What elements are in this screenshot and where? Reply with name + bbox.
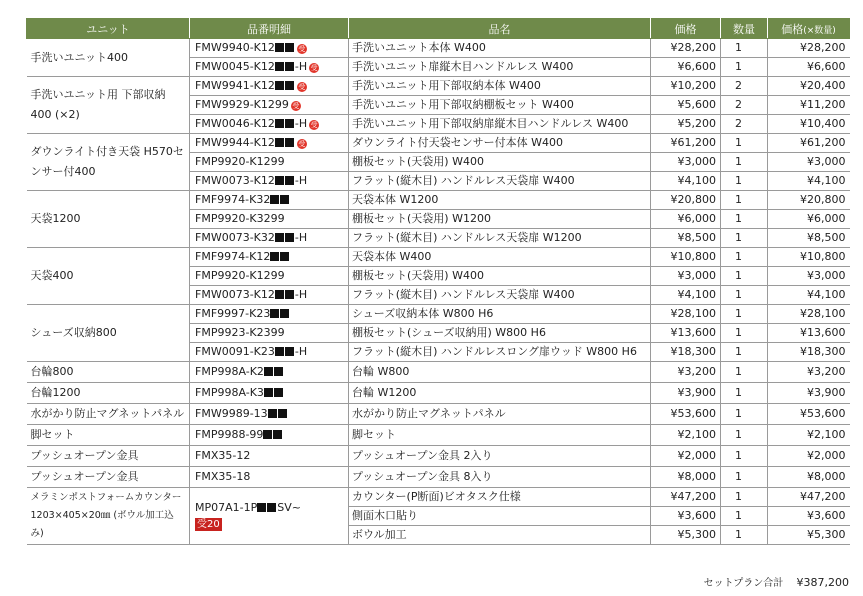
table-body — [27, 39, 850, 545]
quantity-cell: 1 — [721, 467, 768, 488]
product-name-cell: シューズ収納本体 W800 H6 — [349, 305, 651, 324]
part-number-text: FMX35-12 — [195, 449, 251, 462]
line-total-cell: ¥3,000 — [768, 153, 850, 172]
line-total-cell: ¥8,500 — [768, 229, 850, 248]
line-total-cell: ¥10,800 — [768, 248, 850, 267]
line-total-cell: ¥5,300 — [768, 526, 850, 545]
unit-price-cell: ¥3,200 — [651, 362, 721, 383]
part-number-text: FMX35-18 — [195, 470, 251, 483]
color-code-placeholder-box — [275, 233, 284, 242]
color-code-placeholder-box — [275, 138, 284, 147]
unit-name-cell: 天袋400 — [27, 248, 190, 305]
quantity-cell: 1 — [721, 191, 768, 210]
part-number-text: FMW0073-K12 — [195, 288, 275, 301]
part-number-cell — [190, 488, 349, 545]
made-to-order-badge-icon: 受 — [292, 102, 300, 110]
quantity-cell: 2 — [721, 115, 768, 134]
price-table-container — [26, 18, 849, 589]
unit-price-cell: ¥2,100 — [651, 425, 721, 446]
table-row — [27, 467, 850, 488]
part-number-cell — [190, 134, 349, 153]
part-number-cell — [190, 404, 349, 425]
table-row — [27, 425, 850, 446]
color-code-placeholder-box — [285, 62, 294, 71]
line-total-cell: ¥20,400 — [768, 77, 850, 96]
unit-name-cell: プッシュオープン金具 — [27, 446, 190, 467]
part-number-text: FMW9944-K12 — [195, 136, 275, 149]
header-product-name: 品名 — [349, 19, 651, 39]
unit-price-cell: ¥4,100 — [651, 172, 721, 191]
product-name-cell: プッシュオープン金具 8入り — [349, 467, 651, 488]
quantity-cell: 1 — [721, 507, 768, 526]
product-name-cell: 水がかり防止マグネットパネル — [349, 404, 651, 425]
set-plan-total-value: ¥387,200 — [796, 576, 849, 589]
unit-price-cell: ¥47,200 — [651, 488, 721, 507]
part-number-text: FMP9920-K3299 — [195, 212, 285, 225]
product-name-cell: 手洗いユニット扉縦木目ハンドルレス W400 — [349, 58, 651, 77]
price-table — [26, 18, 850, 545]
part-number-text: FMF9974-K32 — [195, 193, 271, 206]
product-name-cell: 手洗いユニット本体 W400 — [349, 39, 651, 58]
part-number-cell — [190, 210, 349, 229]
line-total-cell: ¥53,600 — [768, 404, 850, 425]
part-number-cell — [190, 77, 349, 96]
unit-name-cell: 手洗いユニット400 — [27, 39, 190, 77]
part-number-text: FMW0045-K12 — [195, 60, 275, 73]
part-number-text: FMW9940-K12 — [195, 41, 275, 54]
line-total-cell: ¥6,600 — [768, 58, 850, 77]
part-number-suffix: -H — [294, 345, 308, 358]
product-name-cell: 手洗いユニット用下部収納本体 W400 — [349, 77, 651, 96]
part-number-cell — [190, 191, 349, 210]
unit-price-cell: ¥10,200 — [651, 77, 721, 96]
table-row — [27, 39, 850, 58]
line-total-cell: ¥3,200 — [768, 362, 850, 383]
color-code-placeholder-box — [264, 388, 273, 397]
part-number-cell — [190, 343, 349, 362]
part-number-text: FMW0073-K12 — [195, 174, 275, 187]
quantity-cell: 1 — [721, 153, 768, 172]
header-quantity: 数量 — [721, 19, 768, 39]
color-code-placeholder-box — [280, 195, 289, 204]
quantity-cell: 1 — [721, 343, 768, 362]
color-code-placeholder-box — [275, 62, 284, 71]
unit-price-cell: ¥53,600 — [651, 404, 721, 425]
quantity-cell: 1 — [721, 267, 768, 286]
table-row — [27, 404, 850, 425]
quantity-cell: 1 — [721, 425, 768, 446]
color-code-placeholder-box — [267, 503, 276, 512]
line-total-cell: ¥11,200 — [768, 96, 850, 115]
color-code-placeholder-box — [275, 43, 284, 52]
color-code-placeholder-box — [278, 409, 287, 418]
product-name-cell: プッシュオープン金具 2入り — [349, 446, 651, 467]
header-qty-suffix: (×数量) — [803, 25, 836, 36]
color-code-placeholder-box — [273, 430, 282, 439]
unit-price-cell: ¥28,100 — [651, 305, 721, 324]
part-number-text: FMW0046-K12 — [195, 117, 275, 130]
line-total-cell: ¥3,600 — [768, 507, 850, 526]
part-number-text: MP07A1-1P — [195, 501, 258, 514]
unit-price-cell: ¥6,600 — [651, 58, 721, 77]
part-number-suffix: -H — [294, 60, 308, 73]
part-number-cell — [190, 39, 349, 58]
quantity-cell: 2 — [721, 77, 768, 96]
unit-name-cell: 台輪800 — [27, 362, 190, 383]
color-code-placeholder-box — [270, 309, 279, 318]
quantity-cell: 1 — [721, 446, 768, 467]
color-code-placeholder-box — [274, 388, 283, 397]
table-row — [27, 362, 850, 383]
part-number-text: FMW9941-K12 — [195, 79, 275, 92]
product-name-cell: カウンター(P断面)ビオタスク仕様 — [349, 488, 651, 507]
part-number-cell — [190, 115, 349, 134]
set-plan-total — [26, 574, 849, 589]
header-unit: ユニット — [27, 19, 190, 39]
line-total-cell: ¥13,600 — [768, 324, 850, 343]
color-code-placeholder-box — [280, 309, 289, 318]
unit-name-cell: ダウンライト付き天袋 H570センサー付400 — [27, 134, 190, 191]
color-code-placeholder-box — [270, 195, 279, 204]
unit-price-cell: ¥5,200 — [651, 115, 721, 134]
table-row — [27, 488, 850, 507]
unit-price-cell: ¥6,000 — [651, 210, 721, 229]
header-price-label: 価格 — [781, 22, 804, 36]
product-name-cell: フラット(縦木目) ハンドルレス天袋扉 W1200 — [349, 229, 651, 248]
part-number-cell — [190, 446, 349, 467]
product-name-cell: 棚板セット(天袋用) W400 — [349, 267, 651, 286]
line-total-cell: ¥6,000 — [768, 210, 850, 229]
part-number-text: FMW9989-13 — [195, 407, 268, 420]
table-row — [27, 305, 850, 324]
quantity-cell: 1 — [721, 172, 768, 191]
color-code-placeholder-box — [257, 503, 266, 512]
line-total-cell: ¥8,000 — [768, 467, 850, 488]
made-to-order-badge-icon: 受 — [310, 121, 318, 129]
table-row — [27, 191, 850, 210]
line-total-cell: ¥28,100 — [768, 305, 850, 324]
product-name-cell: 天袋本体 W1200 — [349, 191, 651, 210]
unit-price-cell: ¥20,800 — [651, 191, 721, 210]
color-code-placeholder-box — [285, 290, 294, 299]
color-code-placeholder-box — [285, 347, 294, 356]
line-total-cell: ¥10,400 — [768, 115, 850, 134]
part-number-cell — [190, 425, 349, 446]
unit-price-cell: ¥61,200 — [651, 134, 721, 153]
product-name-cell: 側面木口貼り — [349, 507, 651, 526]
quantity-cell: 1 — [721, 383, 768, 404]
color-code-placeholder-box — [285, 43, 294, 52]
line-total-cell: ¥3,000 — [768, 267, 850, 286]
table-row — [27, 134, 850, 153]
part-number-text: FMP998A-K2 — [195, 365, 264, 378]
line-total-cell: ¥2,000 — [768, 446, 850, 467]
quantity-cell: 2 — [721, 96, 768, 115]
product-name-cell: フラット(縦木目) ハンドルレス天袋扉 W400 — [349, 172, 651, 191]
set-plan-total-label: セットプラン合計 — [703, 578, 784, 589]
quantity-cell: 1 — [721, 229, 768, 248]
color-code-placeholder-box — [275, 176, 284, 185]
unit-name-cell: シューズ収納800 — [27, 305, 190, 362]
color-code-placeholder-box — [274, 367, 283, 376]
line-total-cell: ¥3,900 — [768, 383, 850, 404]
part-number-cell — [190, 229, 349, 248]
unit-price-cell: ¥28,200 — [651, 39, 721, 58]
unit-price-cell: ¥8,000 — [651, 467, 721, 488]
made-to-order-badge-icon: 受 — [298, 45, 306, 53]
product-name-cell: 台輪 W1200 — [349, 383, 651, 404]
part-number-text: FMW9929-K1299 — [195, 98, 289, 111]
color-code-placeholder-box — [285, 233, 294, 242]
line-total-cell: ¥47,200 — [768, 488, 850, 507]
part-number-suffix: -H — [294, 231, 308, 244]
made-to-order-badge-icon: 受 — [298, 140, 306, 148]
line-total-cell: ¥4,100 — [768, 172, 850, 191]
unit-price-cell: ¥10,800 — [651, 248, 721, 267]
part-number-text: FMP9920-K1299 — [195, 269, 285, 282]
line-total-cell: ¥4,100 — [768, 286, 850, 305]
part-number-text: FMW0091-K23 — [195, 345, 275, 358]
product-name-cell: ダウンライト付天袋センサー付本体 W400 — [349, 134, 651, 153]
unit-price-cell: ¥3,000 — [651, 153, 721, 172]
part-number-suffix: -H — [294, 117, 308, 130]
part-number-text: FMW0073-K32 — [195, 231, 275, 244]
made-to-order-badge-icon: 受 — [310, 64, 318, 72]
unit-name-cell: 台輪1200 — [27, 383, 190, 404]
unit-price-cell: ¥3,000 — [651, 267, 721, 286]
quantity-cell: 1 — [721, 286, 768, 305]
unit-price-cell: ¥5,600 — [651, 96, 721, 115]
unit-name-cell: メラミンポストフォームカウンター 1203×405×20㎜ (ボウル加工込み) — [27, 488, 190, 545]
quantity-cell: 1 — [721, 134, 768, 153]
part-number-cell — [190, 172, 349, 191]
part-number-cell — [190, 467, 349, 488]
color-code-placeholder-box — [275, 347, 284, 356]
product-name-cell: 脚セット — [349, 425, 651, 446]
made-to-order-days-tag: 受20 — [197, 519, 220, 530]
color-code-placeholder-box — [280, 252, 289, 261]
quantity-cell: 1 — [721, 58, 768, 77]
color-code-placeholder-box — [275, 119, 284, 128]
table-row — [27, 248, 850, 267]
product-name-cell: ボウル加工 — [349, 526, 651, 545]
product-name-cell: 天袋本体 W400 — [349, 248, 651, 267]
part-number-cell — [190, 153, 349, 172]
product-name-cell: 台輪 W800 — [349, 362, 651, 383]
quantity-cell: 1 — [721, 488, 768, 507]
product-name-cell: 手洗いユニット用下部収納棚板セット W400 — [349, 96, 651, 115]
table-row — [27, 383, 850, 404]
unit-price-cell: ¥3,600 — [651, 507, 721, 526]
part-number-cell — [190, 58, 349, 77]
product-name-cell: フラット(縦木目) ハンドルレスロング扉ウッド W800 H6 — [349, 343, 651, 362]
part-number-suffix: SV~ — [277, 501, 301, 514]
part-number-text: FMP9920-K1299 — [195, 155, 285, 168]
unit-price-cell: ¥13,600 — [651, 324, 721, 343]
product-name-cell: フラット(縦木目) ハンドルレス天袋扉 W400 — [349, 286, 651, 305]
unit-name-cell: 脚セット — [27, 425, 190, 446]
line-total-cell: ¥61,200 — [768, 134, 850, 153]
color-code-placeholder-box — [270, 252, 279, 261]
part-number-text: FMP9988-99 — [195, 428, 264, 441]
line-total-cell: ¥2,100 — [768, 425, 850, 446]
part-number-suffix: -H — [294, 288, 308, 301]
quantity-cell: 1 — [721, 305, 768, 324]
unit-name-cell: 水がかり防止マグネットパネル — [27, 404, 190, 425]
color-code-placeholder-box — [263, 430, 272, 439]
made-to-order-badge-icon: 受 — [298, 83, 306, 91]
header-price-times-qty — [768, 19, 850, 39]
part-number-cell — [190, 96, 349, 115]
product-name-cell: 棚板セット(天袋用) W1200 — [349, 210, 651, 229]
table-row — [27, 446, 850, 467]
quantity-cell: 1 — [721, 248, 768, 267]
quantity-cell: 1 — [721, 362, 768, 383]
part-number-cell — [190, 305, 349, 324]
color-code-placeholder-box — [268, 409, 277, 418]
line-total-cell: ¥18,300 — [768, 343, 850, 362]
quantity-cell: 1 — [721, 39, 768, 58]
color-code-placeholder-box — [285, 119, 294, 128]
unit-price-cell: ¥3,900 — [651, 383, 721, 404]
unit-name-cell: 手洗いユニット用 下部収納400 (×2) — [27, 77, 190, 134]
part-number-text: FMF9974-K12 — [195, 250, 271, 263]
part-number-text: FMP998A-K3 — [195, 386, 264, 399]
part-number-text: FMP9923-K2399 — [195, 326, 285, 339]
header-price: 価格 — [651, 19, 721, 39]
line-total-cell: ¥20,800 — [768, 191, 850, 210]
unit-name-cell: 天袋1200 — [27, 191, 190, 248]
product-name-cell: 手洗いユニット用下部収納扉縦木目ハンドルレス W400 — [349, 115, 651, 134]
quantity-cell: 1 — [721, 210, 768, 229]
product-name-cell: 棚板セット(天袋用) W400 — [349, 153, 651, 172]
part-number-cell — [190, 286, 349, 305]
line-total-cell: ¥28,200 — [768, 39, 850, 58]
color-code-placeholder-box — [275, 81, 284, 90]
product-name-cell: 棚板セット(シューズ収納用) W800 H6 — [349, 324, 651, 343]
color-code-placeholder-box — [275, 290, 284, 299]
unit-price-cell: ¥4,100 — [651, 286, 721, 305]
quantity-cell: 1 — [721, 324, 768, 343]
color-code-placeholder-box — [264, 367, 273, 376]
unit-name-cell: プッシュオープン金具 — [27, 467, 190, 488]
table-header-row — [27, 19, 850, 39]
unit-price-cell: ¥5,300 — [651, 526, 721, 545]
part-number-suffix: -H — [294, 174, 308, 187]
unit-price-cell: ¥2,000 — [651, 446, 721, 467]
header-part-number: 品番明細 — [190, 19, 349, 39]
unit-price-cell: ¥18,300 — [651, 343, 721, 362]
part-number-cell — [190, 383, 349, 404]
part-number-text: FMF9997-K23 — [195, 307, 271, 320]
quantity-cell: 1 — [721, 404, 768, 425]
color-code-placeholder-box — [285, 81, 294, 90]
table-row — [27, 77, 850, 96]
part-number-cell — [190, 324, 349, 343]
unit-price-cell: ¥8,500 — [651, 229, 721, 248]
color-code-placeholder-box — [285, 176, 294, 185]
part-number-cell — [190, 267, 349, 286]
color-code-placeholder-box — [285, 138, 294, 147]
part-number-cell — [190, 248, 349, 267]
quantity-cell: 1 — [721, 526, 768, 545]
part-number-cell — [190, 362, 349, 383]
